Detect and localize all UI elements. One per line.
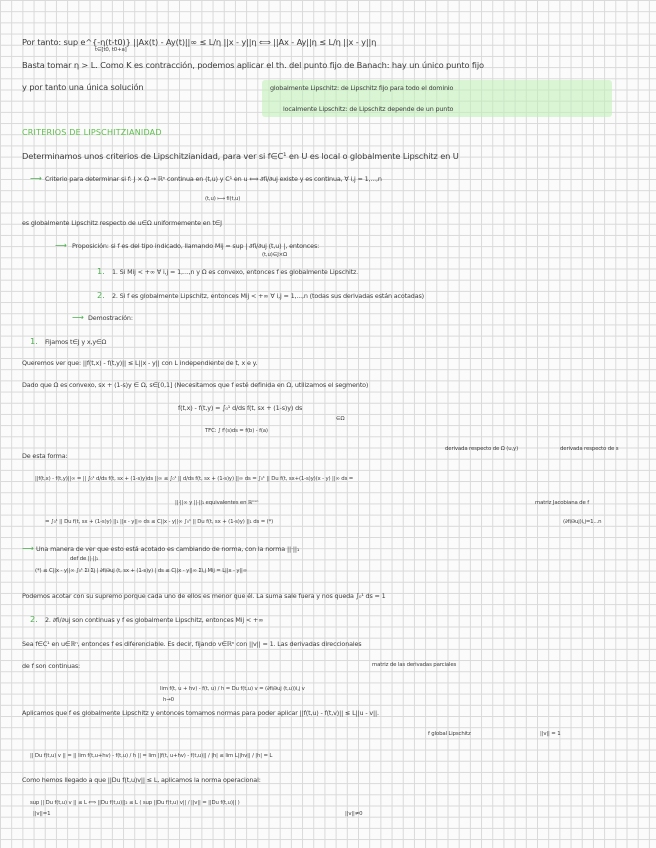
line-tfc: TFC: ∫ f'(s)ds = f(b) - f(a) (205, 428, 268, 434)
line-basta-tomar: Basta tomar η > L. Como K es contracción, podemos aplicar el th. del punto fijo de Banach: hay un único punto fijo (22, 60, 484, 70)
number-one-marker: 1. (97, 266, 105, 276)
number-two-marker: 2. (30, 614, 38, 624)
line-de-esta-forma: De esta forma: (22, 452, 68, 460)
note-derivada-s: derivada respecto de s (560, 446, 619, 452)
line-una-manera: Una manera de ver que esto está acotado es cambiando de norma, con la norma ||·||₁ (36, 545, 300, 553)
note-f-global: f global Lipschitz (428, 731, 471, 737)
note-local-lipschitz: localmente Lipschitz: de Lipschitz depende de un punto (283, 105, 454, 113)
line-queremos-ver: Queremos ver que: ||f(t,x) - f(t,y)|| ≤ L||x - y|| con L independiente de t, x e y. (22, 359, 258, 367)
line-parte-2: 2. ∂fi/∂uj son continuas y f es globalmente Lipschitz, entonces Mij < +∞ (45, 616, 264, 624)
arrow-icon: ⟶ (72, 312, 84, 322)
line-norms-equivalent: ||·||∞ y ||·||₁ equivalentes en ℝⁿˣⁿ (175, 500, 259, 506)
arrow-icon: ⟶ (30, 173, 42, 183)
line-sea-f: Sea f∈C¹ en u∈ℝⁿ, entonces f es diferenciable. Es decir, fijando v∈ℝⁿ con ||v|| = 1. Las derivadas direccionales (22, 640, 362, 648)
line-limit-derivative: lim f(t, u + hv) - f(t, u) / h = Du f(t,u) v = (∂fi/∂uj (t,u))i,j v (160, 686, 305, 692)
line-norm-limit: || Du f(t,u) v || = || lim f(t,u+hv) - f(t,u) / h || = lim ||f(t, u+hv) - f(t,u)|| / |h| ≤ lim L||hv|| / |h| = L (30, 753, 273, 759)
line-star-bound: (*) ≤ C||x - y||∞ ∫₀¹ Σi Σj | ∂fi/∂uj (t, sx + (1-s)y) | ds ≤ C||x - y||∞ Σi,j Mij = L||x - y||∞ (35, 568, 248, 574)
line-operator-sub: ||v||=1 (33, 811, 51, 817)
number-two-marker: 2. (97, 290, 105, 300)
line-proposicion: Proposición: si f es del tipo indicado, llamando Mij = sup | ∂fi/∂uj (t,u) |, entonces: (72, 242, 320, 250)
line-operator-norm: sup || Du f(t,u) v || ≤ L ⟺ ||Du f(t,u)||₂ ≤ L ( sup ||Du f(t,u) v|| / ||v|| = ||Du f(t,u)|| ) (30, 800, 240, 806)
line-in-omega: ∈Ω (336, 416, 345, 422)
line-globalmente-lipschitz: es globalmente Lipschitz respecto de u∈Ω uniformemente en t∈J (22, 219, 222, 227)
line-como-hemos: Como hemos llegado a que ||Du f(t,u)v|| ≤ L, aplicamos la norma operacional: (22, 776, 261, 784)
line-demostracion: Demostración: (88, 314, 133, 322)
line-por-tanto-sub: t∈[t0, t0+a] (95, 47, 127, 53)
line-prop-2: 2. Si f es globalmente Lipschitz, entonces Mij < +∞ ∀ i,j = 1,...,n (todas sus derivadas están acotadas) (112, 292, 424, 300)
line-mapping: (t,u) ⟼ fi(t,u) (205, 196, 241, 202)
line-limit-sub: h→0 (163, 697, 174, 703)
line-norm-bound: = ∫₀¹ || Du f(t, sx + (1-s)y) ||₁ ||x - y||∞ ds ≤ C||x - y||∞ ∫₀¹ || Du f(t, sx + (1-s)y) ||₁ ds = (*) (45, 519, 274, 525)
section-heading: CRITERIOS DE LIPSCHITZIANIDAD (22, 128, 162, 137)
line-proposicion-sub: (t,u)∈J×Ω (262, 252, 288, 258)
arrow-icon: ⟶ (22, 543, 34, 553)
line-dado-que: Dado que Ω es convexo, sx + (1-s)y ∈ Ω, s∈[0,1] (Necesitamos que f esté definida en Ω, utilizamos el segmento) (22, 381, 369, 389)
note-matriz-parciales: matriz de las derivadas parciales (372, 662, 457, 668)
number-one-marker: 1. (30, 336, 38, 346)
note-global-lipschitz: globalmente Lipschitz: de Lipschitz fijo para todo el dominio (270, 84, 454, 92)
line-prop-1: 1. Si Mij < +∞ ∀ i,j = 1,...,n y Ω es convexo, entonces f es globalmente Lipschitz. (112, 268, 359, 276)
line-aplicamos: Aplicamos que f es globalmente Lipschitz y entonces tomamos normas para poder aplicar ||f(t,u) - f(t,v)|| ≤ L||u - v||. (22, 709, 379, 717)
line-norm-chain: ||f(t,x) - f(t,y)||∞ = || ∫₀¹ d/ds f(t, sx + (1-s)y)ds ||∞ ≤ ∫₀¹ || d/ds f(t, sx + (1-s)y) ||∞ ds = ∫₀¹ || Du f(t, sx+(1-s)y)(x - y) ||∞ ds = (35, 476, 354, 482)
note-jacobian: matriz Jacobiana de f (535, 500, 589, 506)
line-integral-identity: f(t,x) - f(t,y) = ∫₀¹ d/ds f(t, sx + (1-s)y) ds (178, 404, 303, 412)
line-continuas: de f son continuas: (22, 662, 81, 670)
note-v-unit: ||v|| = 1 (540, 731, 561, 737)
note-jacobian-entries: (∂fi/∂uj)i,j=1...n (563, 519, 602, 525)
line-podemos-acotar: Podemos acotar con su supremo porque cada uno de ellos es menor que él. La suma sale fuera y nos queda ∫₀¹ ds = 1 (22, 592, 386, 600)
line-operator-sub2: ||v||≠0 (345, 811, 363, 817)
note-derivada-omega: derivada respecto de Ω (u,y) (445, 446, 519, 452)
line-fijamos: Fijamos t∈J y x,y∈Ω (45, 338, 107, 346)
note-def-norm: def de ||·||₁ (70, 556, 98, 562)
line-criterio: Criterio para determinar si f: J × Ω → ℝⁿ continua en (t,u) y C¹ en u ⟺ ∂fi/∂uj existe y es continua, ∀ i,j = 1,...,n (45, 175, 382, 183)
line-por-tanto: Por tanto: sup e^{-η(t-t0)} ||Ax(t) - Ay(t)||∞ ≤ L/η ||x - y||η ⟺ ||Ax - Ay||η ≤ L/η ||x - y||η (22, 37, 377, 47)
line-unica-solucion: y por tanto una única solución (22, 82, 144, 92)
arrow-icon: ⟶ (55, 240, 67, 250)
line-determinamos: Determinamos unos criterios de Lipschitzianidad, para ver si f∈C¹ en U es local o globalmente Lipschitz en U (22, 151, 459, 161)
